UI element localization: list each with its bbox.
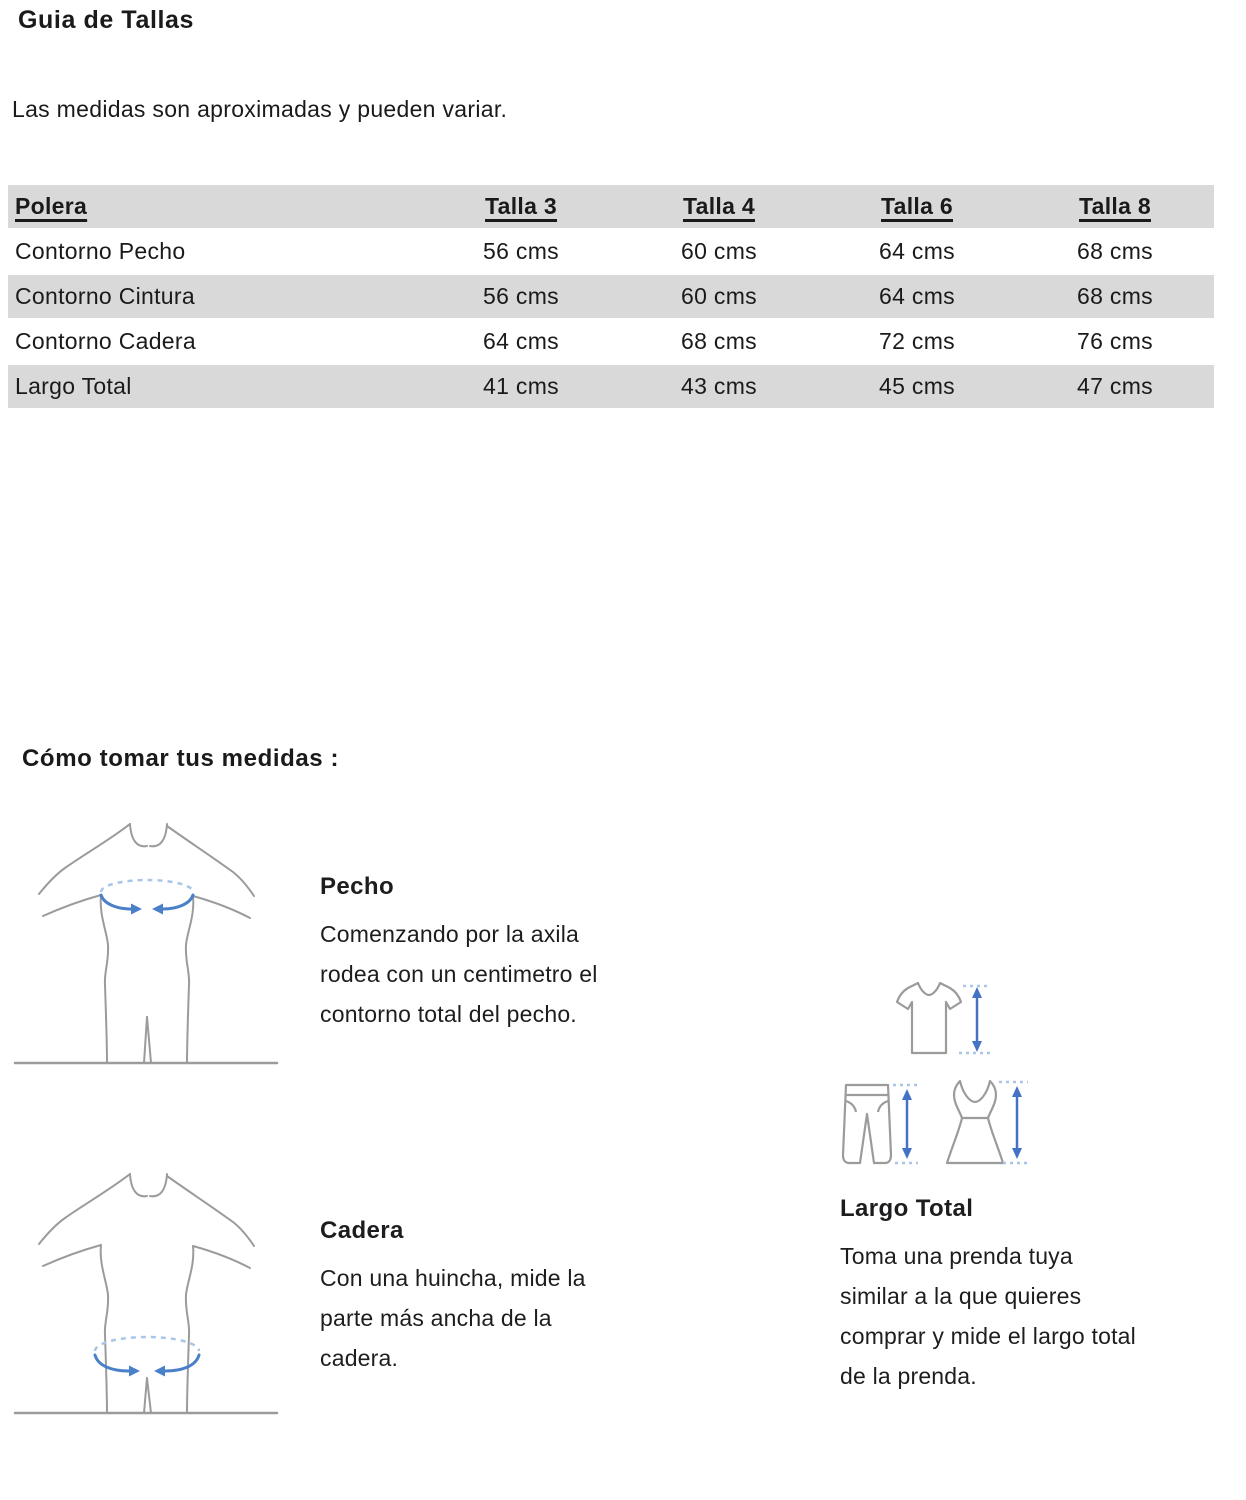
cell-value: 41 cms	[483, 373, 559, 399]
length-arrow	[1012, 1086, 1022, 1159]
size-table-header-row	[8, 185, 1214, 228]
cadera-instructions	[320, 1216, 670, 1378]
size-table	[8, 183, 1214, 410]
cell-value: 43 cms	[681, 373, 757, 399]
column-header-polera: Polera	[15, 193, 88, 219]
page-title: Guia de Tallas	[18, 6, 195, 34]
row-label: Contorno Pecho	[15, 238, 186, 264]
cadera-text-line: parte más ancha de la	[320, 1305, 552, 1331]
largo-total-title: Largo Total	[840, 1195, 974, 1222]
cell-value: 64 cms	[879, 238, 955, 264]
row-label: Largo Total	[15, 373, 132, 399]
pecho-text-line: Comenzando por la axila	[320, 921, 580, 947]
dress-outline	[947, 1081, 1003, 1163]
pecho-text-line: contorno total del pecho.	[320, 1001, 577, 1027]
table-row-largo-total	[8, 365, 1214, 408]
column-header-talla-6: Talla 6	[881, 193, 953, 219]
cadera-title: Cadera	[320, 1217, 404, 1244]
page-subtitle: Las medidas son aproximadas y pueden variar.	[12, 96, 508, 122]
pants-length-icon	[841, 1082, 921, 1167]
table-row-contorno-cintura	[8, 275, 1214, 318]
cell-value: 60 cms	[681, 238, 757, 264]
body-front-hip-measure-icon	[5, 1160, 285, 1420]
cell-value: 76 cms	[1077, 328, 1153, 354]
pecho-text-line: rodea con un centimetro el	[320, 961, 598, 987]
column-header-talla-8: Talla 8	[1079, 193, 1151, 219]
cell-value: 72 cms	[879, 328, 955, 354]
largo-total-text-line: de la prenda.	[840, 1363, 977, 1389]
cadera-text-line: cadera.	[320, 1345, 399, 1371]
body-outline	[15, 824, 277, 1063]
tshirt-length-icon	[893, 978, 993, 1060]
cell-value: 56 cms	[483, 238, 559, 264]
cell-value: 64 cms	[483, 328, 559, 354]
cell-value: 56 cms	[483, 283, 559, 309]
row-label: Contorno Cintura	[15, 283, 195, 309]
cell-value: 45 cms	[879, 373, 955, 399]
cell-value: 64 cms	[879, 283, 955, 309]
largo-total-instructions	[840, 1194, 1210, 1396]
cell-value: 68 cms	[681, 328, 757, 354]
cadera-text-line: Con una huincha, mide la	[320, 1265, 586, 1291]
largo-total-text-line: similar a la que quieres	[840, 1283, 1082, 1309]
cell-value: 47 cms	[1077, 373, 1153, 399]
table-row-contorno-pecho	[8, 230, 1214, 273]
pecho-instructions	[320, 872, 670, 1034]
column-header-talla-4: Talla 4	[683, 193, 755, 219]
cell-value: 60 cms	[681, 283, 757, 309]
dress-length-icon	[943, 1078, 1031, 1168]
cell-value: 68 cms	[1077, 238, 1153, 264]
length-arrow	[972, 987, 982, 1052]
length-arrow	[902, 1089, 912, 1159]
body-front-chest-measure-icon	[5, 810, 285, 1070]
chest-measure-tape	[101, 880, 193, 915]
table-row-contorno-cadera	[8, 320, 1214, 363]
body-outline	[15, 1174, 277, 1413]
pants-outline	[843, 1085, 891, 1163]
row-label: Contorno Cadera	[15, 328, 196, 354]
largo-total-text-line: Toma una prenda tuya	[840, 1243, 1073, 1269]
cell-value: 68 cms	[1077, 283, 1153, 309]
how-to-measure-heading: Cómo tomar tus medidas :	[22, 745, 340, 772]
pecho-title: Pecho	[320, 873, 395, 900]
largo-total-text-line: comprar y mide el largo total	[840, 1323, 1136, 1349]
hip-measure-tape	[95, 1337, 199, 1377]
column-header-talla-3: Talla 3	[485, 193, 557, 219]
